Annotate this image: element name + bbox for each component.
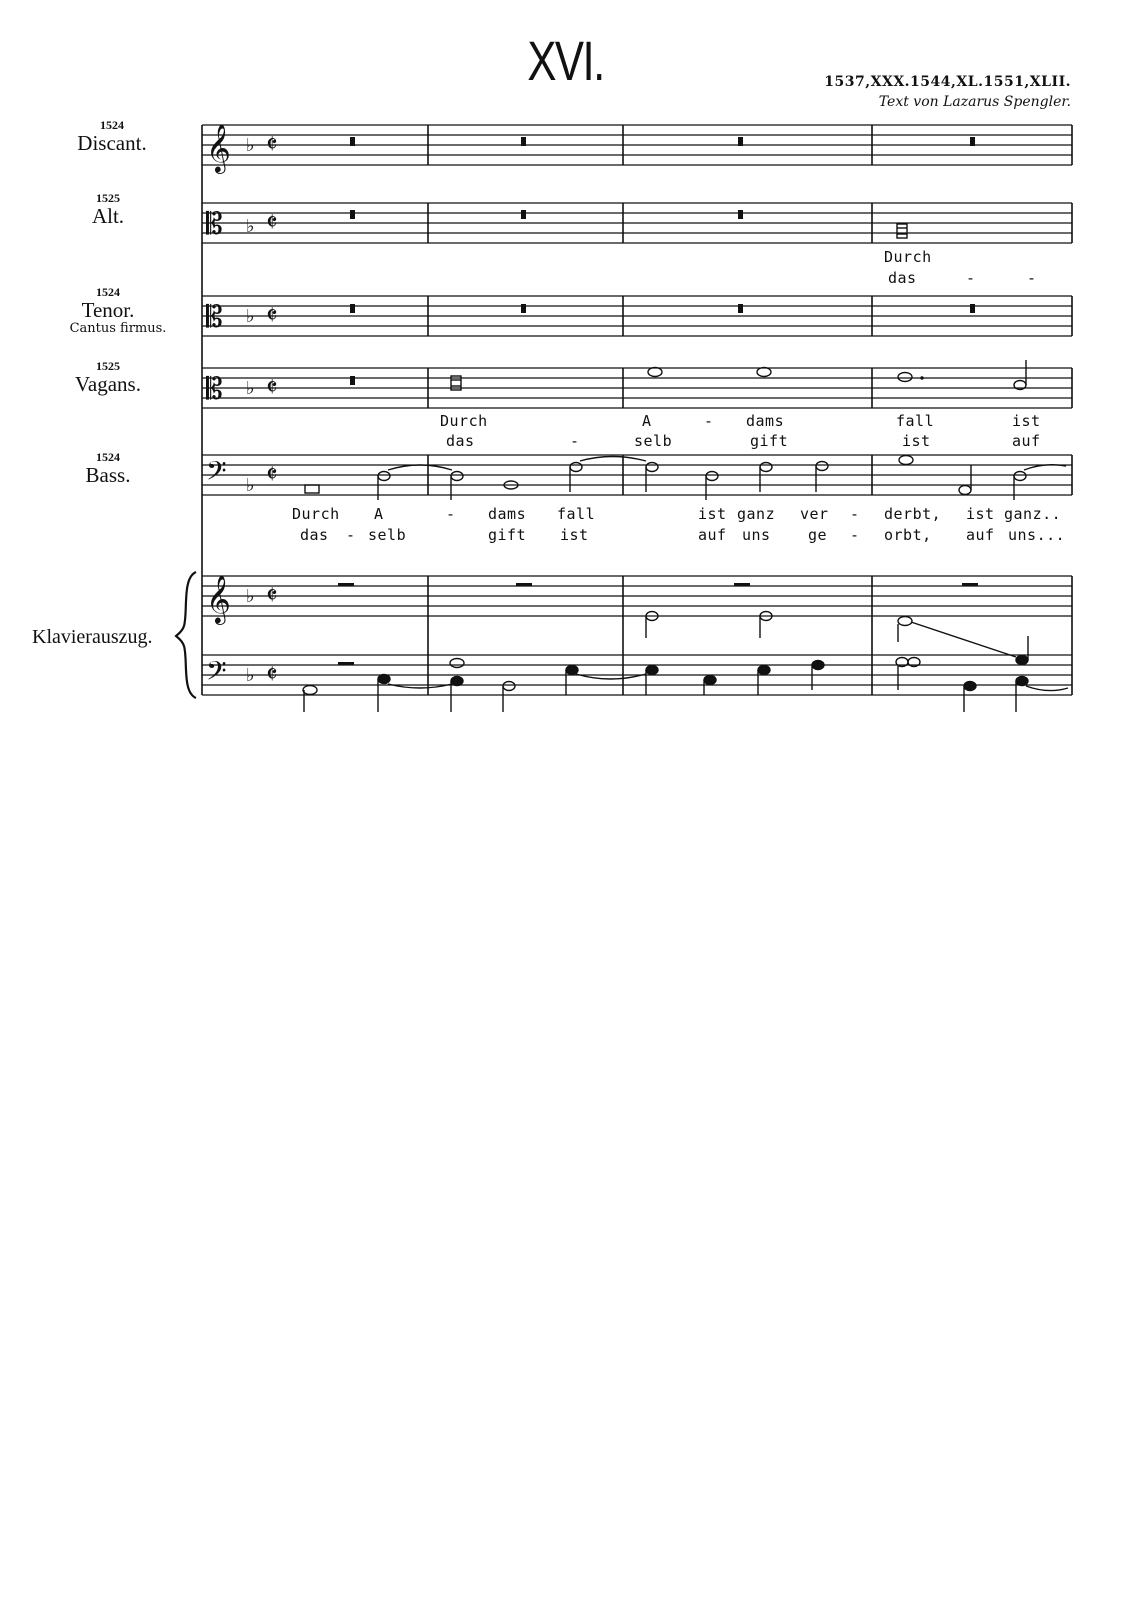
voice-year: 1524 [96, 450, 120, 464]
lyric-bass-2: orbt, [884, 526, 932, 544]
lyric-bass-2: - [850, 526, 860, 544]
lyric-bass-1: ganz [737, 505, 776, 523]
voice-year: 1524 [100, 118, 124, 132]
flat-icon: ♭ [246, 216, 255, 237]
voice-year: 1525 [96, 359, 120, 373]
voice-name: Vagans. [75, 372, 141, 396]
flat-icon: ♭ [246, 586, 255, 607]
source-references: 1537,XXX.1544,XL.1551,XLII. [824, 74, 1071, 90]
lyric-alt-2: - [966, 269, 976, 287]
lyric-bass-1: fall [557, 505, 596, 523]
lyric-vagans-2: auf [1012, 432, 1041, 450]
lyric-vagans-1: - [704, 412, 714, 430]
text-credit: Text von Lazarus Spengler. [878, 94, 1071, 110]
lyric-vagans-1: fall [896, 412, 935, 430]
flat-icon: ♭ [246, 378, 255, 399]
piano-brace [176, 572, 196, 698]
flat-icon: ♭ [246, 306, 255, 327]
cut-time-icon: 𝄵 [266, 581, 278, 611]
c-clef-icon: 𝄡 [206, 207, 223, 242]
voice-year: 1524 [96, 285, 120, 299]
lyric-vagans-2: das [446, 432, 475, 450]
voice-subtitle: Cantus firmus. [69, 321, 167, 336]
cut-time-icon: 𝄵 [266, 208, 278, 238]
treble-clef-icon: 𝄞 [206, 123, 231, 172]
cut-time-icon: 𝄵 [266, 373, 278, 403]
cut-time-icon: 𝄵 [266, 130, 278, 160]
voice-name: Alt. [91, 204, 125, 228]
lyric-bass-2: uns [742, 526, 771, 544]
flat-icon: ♭ [246, 475, 255, 496]
lyric-vagans-2: selb [634, 432, 673, 450]
lyric-alt-2: das [888, 269, 917, 287]
lyric-bass-1: - [446, 505, 456, 523]
c-clef-icon: 𝄡 [206, 300, 223, 335]
lyric-alt-2: - [1027, 269, 1037, 287]
flat-icon: ♭ [246, 665, 255, 686]
piano-reduction-label: Klavierauszug. [32, 626, 153, 648]
lyric-bass-1: Durch [292, 505, 340, 523]
staff-lines [202, 125, 1072, 695]
lyric-bass-2: auf [698, 526, 727, 544]
lyric-bass-1: ist [966, 505, 995, 523]
lyric-vagans-2: - [570, 432, 580, 450]
lyric-vagans-2: gift [750, 432, 789, 450]
voice-name: Tenor. [81, 298, 135, 322]
c-clef-icon: 𝄡 [206, 372, 223, 407]
lyric-alt-1: Durch [884, 248, 932, 266]
lyric-vagans-1: Durch [440, 412, 488, 430]
lyric-bass-2: gift [488, 526, 527, 544]
cut-time-icon: 𝄵 [266, 660, 278, 690]
lyric-vagans-2: ist [902, 432, 931, 450]
lyric-bass-1: ver [800, 505, 829, 523]
lyric-bass-2: das [300, 526, 329, 544]
lyric-vagans-1: ist [1012, 412, 1041, 430]
lyric-bass-1: ganz.. [1004, 505, 1062, 523]
lyric-bass-2: auf [966, 526, 995, 544]
piece-number: XVI. [527, 29, 604, 92]
voice-name: Bass. [85, 463, 131, 487]
lyric-bass-2: ge [808, 526, 828, 544]
lyric-bass-1: derbt, [884, 505, 942, 523]
lyric-bass-2: - [346, 526, 356, 544]
lyric-bass-2: ist [560, 526, 589, 544]
treble-clef-icon: 𝄞 [206, 574, 231, 623]
lyric-bass-2: selb [368, 526, 407, 544]
voice-year: 1525 [96, 191, 120, 205]
bar-lines [202, 125, 1072, 695]
cut-time-icon: 𝄵 [266, 301, 278, 331]
lyric-bass-1: ist [698, 505, 727, 523]
bass-clef-icon: 𝄢 [206, 655, 227, 693]
lyric-bass-2: uns... [1008, 526, 1066, 544]
bass-clef-icon: 𝄢 [206, 455, 227, 493]
lyric-vagans-1: dams [746, 412, 785, 430]
flat-icon: ♭ [246, 135, 255, 156]
voice-name: Discant. [77, 131, 147, 155]
lyric-vagans-1: A [642, 412, 652, 430]
cut-time-icon: 𝄵 [266, 460, 278, 490]
lyric-bass-1: A [374, 505, 384, 523]
lyric-bass-1: - [850, 505, 860, 523]
notes [303, 224, 1068, 712]
lyric-bass-1: dams [488, 505, 527, 523]
